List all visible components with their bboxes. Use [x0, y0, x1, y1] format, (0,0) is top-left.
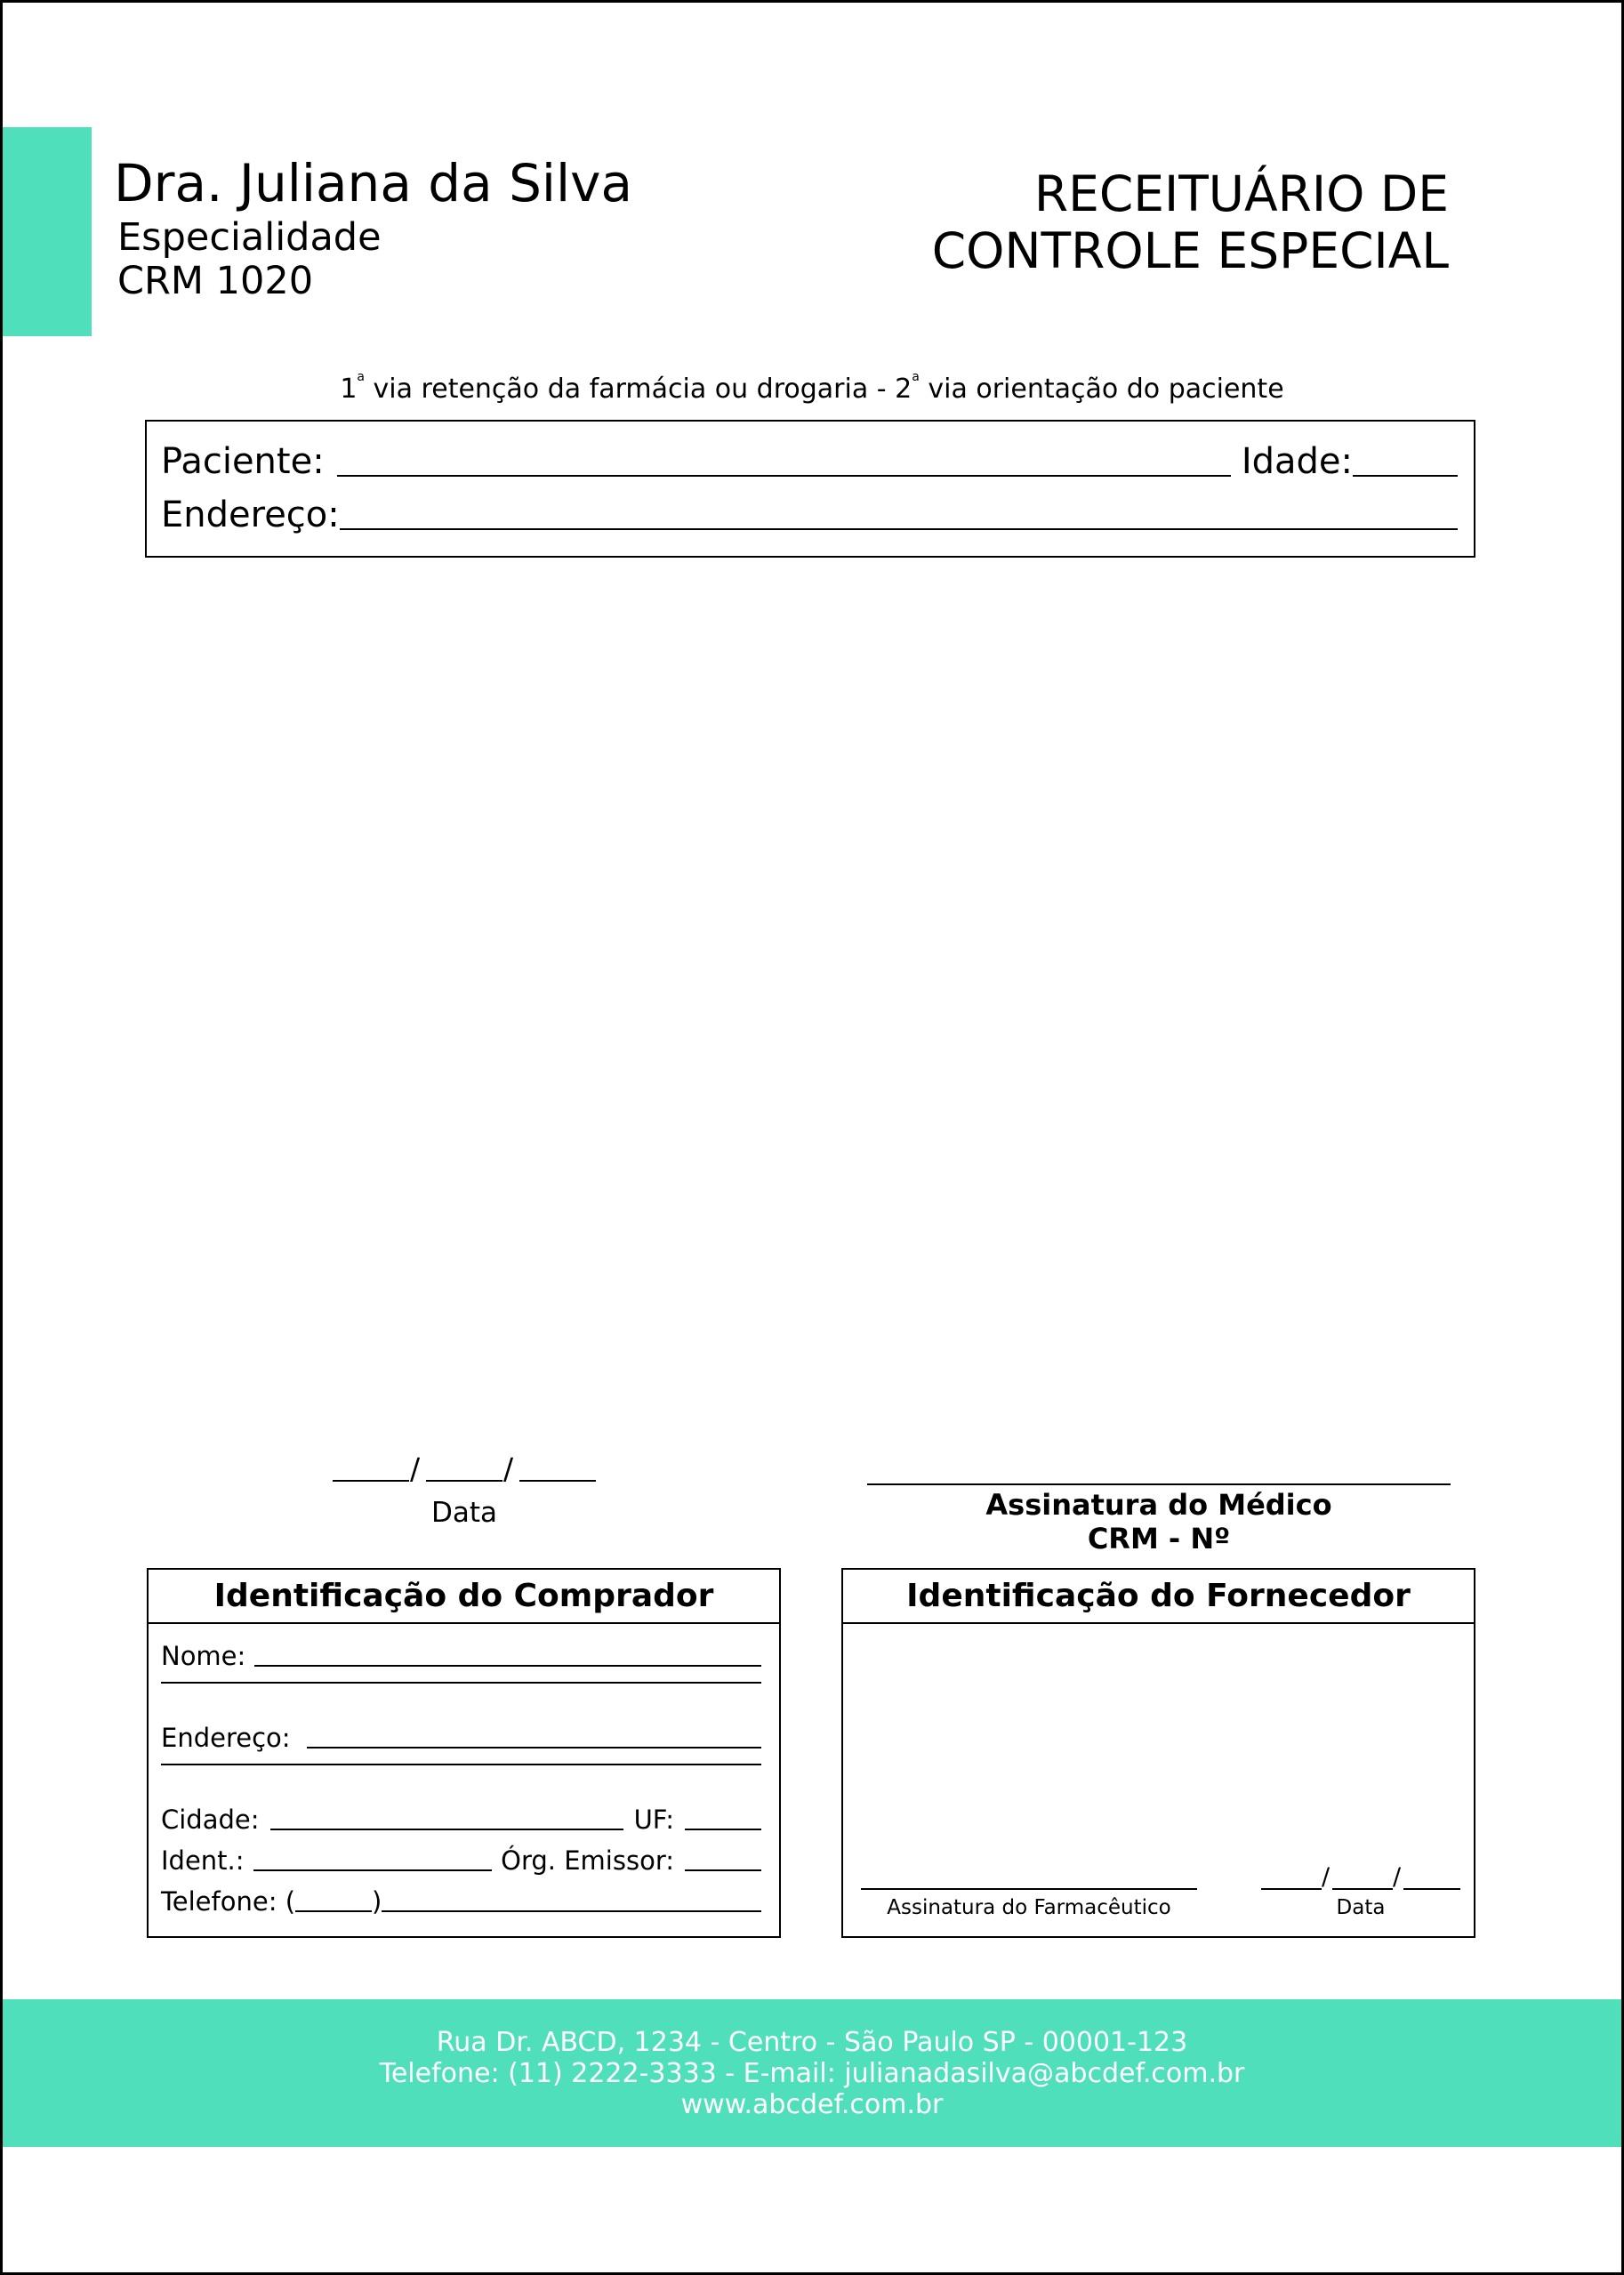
buyer-phone-label: Telefone: (: [161, 1886, 296, 1917]
buyer-title: Identificação do Comprador: [149, 1570, 779, 1624]
patient-age-label: Idade:: [1241, 441, 1353, 482]
doctor-signature-label: Assinatura do Médico: [985, 1488, 1332, 1522]
supplier-date-year-line: [1403, 1888, 1460, 1890]
date-month-line: [426, 1480, 502, 1482]
buyer-name-row: [161, 1641, 761, 1671]
patient-age-field[interactable]: [1353, 475, 1458, 477]
footer-website: www.abcdef.com.br: [680, 2089, 944, 2120]
buyer-uf-label: UF:: [633, 1805, 674, 1835]
buyer-box: [147, 1568, 781, 1938]
buyer-uf-field[interactable]: [685, 1829, 761, 1830]
accent-bar: [3, 127, 92, 336]
patient-address-row: [161, 494, 1458, 535]
buyer-address-label: Endereço:: [161, 1723, 291, 1753]
patient-box: [145, 420, 1475, 558]
buyer-address-row-2: [161, 1764, 761, 1770]
title-line-1: RECEITUÁRIO DE: [1033, 165, 1449, 222]
date-sep-2: /: [503, 1451, 514, 1486]
date-year-line: [519, 1480, 596, 1482]
prescription-date[interactable]: [333, 1451, 596, 1486]
buyer-phone-close: ): [372, 1886, 382, 1917]
supplier-box: [841, 1568, 1475, 1938]
copy-instructions: [0, 370, 1624, 405]
via2-ordinal: a: [912, 370, 920, 384]
buyer-issuer-field[interactable]: [685, 1869, 761, 1871]
date-label: Data: [430, 1497, 498, 1529]
via1-number: 1: [340, 374, 358, 405]
buyer-phone-field[interactable]: [382, 1910, 761, 1912]
buyer-ident-field[interactable]: [253, 1869, 493, 1871]
buyer-issuer-label: Órg. Emissor:: [501, 1845, 674, 1876]
patient-address-field[interactable]: [340, 528, 1458, 530]
doctor-signature-line[interactable]: [867, 1483, 1451, 1485]
doctor-signature-block: [867, 1488, 1451, 1556]
buyer-ident-label: Ident.:: [161, 1845, 245, 1876]
via2-text: via orientação do paciente: [919, 374, 1284, 405]
buyer-address-field-2[interactable]: [161, 1764, 761, 1765]
supplier-date[interactable]: [1261, 1863, 1460, 1892]
buyer-name-label: Nome:: [161, 1641, 246, 1671]
title-line-2: CONTROLE ESPECIAL: [931, 222, 1449, 279]
supplier-date-day-line: [1261, 1888, 1322, 1890]
doctor-crm-label: CRM - Nº: [1087, 1522, 1231, 1556]
buyer-name-field-2[interactable]: [161, 1682, 761, 1684]
supplier-date-sep-1: /: [1322, 1863, 1331, 1891]
footer: [3, 1999, 1621, 2147]
buyer-name-field[interactable]: [254, 1665, 761, 1667]
via1-ordinal: a: [357, 370, 366, 384]
patient-name-field[interactable]: [337, 475, 1231, 477]
pharmacist-signature-label: Assinatura do Farmacêutico: [887, 1896, 1171, 1919]
date-sep-1: /: [410, 1451, 421, 1486]
pharmacist-signature-line[interactable]: [861, 1888, 1197, 1890]
footer-address: Rua Dr. ABCD, 1234 - Centro - São Paulo SP - 00001-123: [436, 2027, 1188, 2058]
buyer-city-row: [161, 1805, 761, 1835]
doctor-specialty: Especialidade: [117, 215, 382, 260]
buyer-address-row: [161, 1723, 761, 1753]
supplier-date-label: Data: [1336, 1896, 1386, 1919]
doctor-name: Dra. Juliana da Silva: [114, 153, 633, 213]
date-day-line: [333, 1480, 409, 1482]
via2-number: 2: [895, 374, 912, 405]
footer-contact: Telefone: (11) 2222-3333 - E-mail: julianadasilva@abcdef.com.br: [379, 2058, 1245, 2089]
buyer-phone-area-field[interactable]: [295, 1910, 372, 1912]
via1-text: via retenção da farmácia ou drogaria -: [365, 374, 896, 405]
buyer-ident-row: [161, 1845, 761, 1876]
buyer-name-row-2: [161, 1682, 761, 1688]
supplier-title: Identificação do Fornecedor: [843, 1570, 1474, 1624]
buyer-city-field[interactable]: [270, 1829, 623, 1830]
buyer-address-field[interactable]: [307, 1747, 761, 1748]
patient-name-label: Paciente:: [161, 441, 325, 482]
supplier-date-sep-2: /: [1393, 1863, 1402, 1891]
doctor-crm: CRM 1020: [117, 259, 314, 303]
patient-name-row: [161, 441, 1458, 482]
patient-address-label: Endereço:: [161, 494, 340, 535]
document-title: [932, 165, 1449, 279]
buyer-city-label: Cidade:: [161, 1805, 260, 1835]
buyer-phone-row: [161, 1886, 761, 1917]
supplier-date-month-line: [1332, 1888, 1393, 1890]
